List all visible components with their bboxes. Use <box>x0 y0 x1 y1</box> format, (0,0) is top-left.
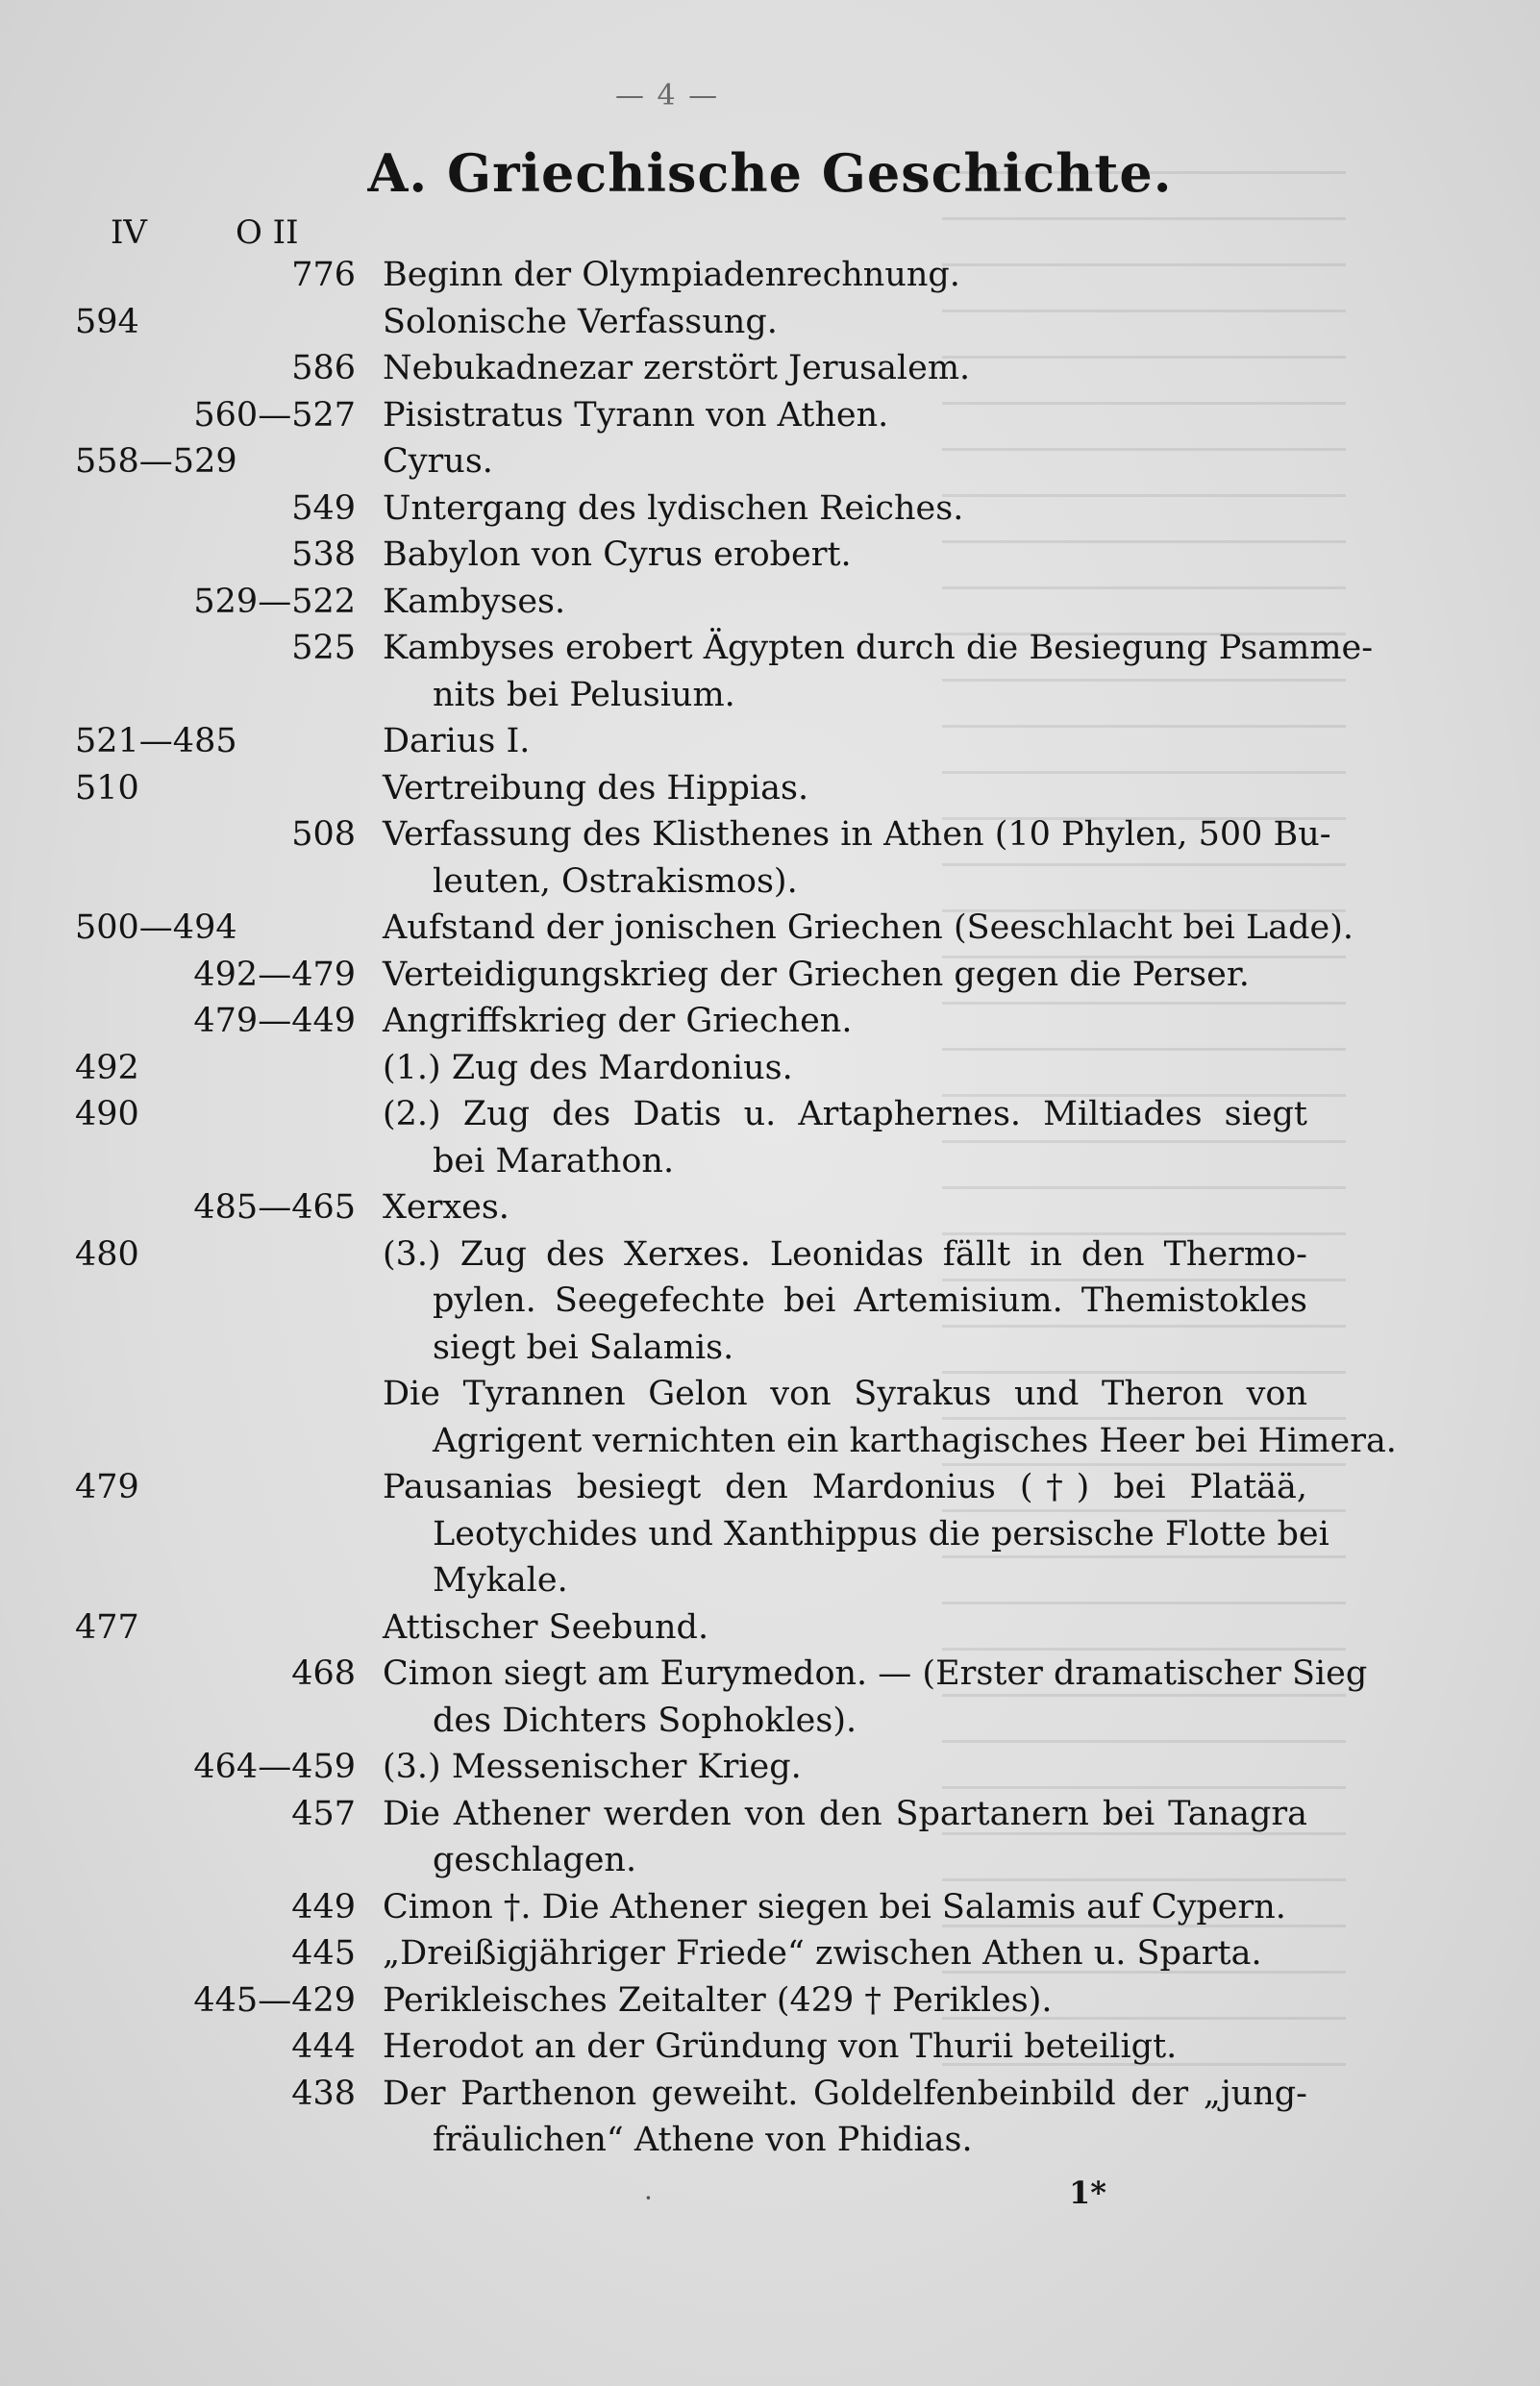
date-column-iv: 521—485 <box>75 722 237 760</box>
chronology-entry <box>0 1791 1540 1884</box>
entry-text-line: Angriffskrieg der Griechen. <box>383 1002 853 1040</box>
entry-text-line: Pausanias besiegt den Mardonius (†) bei Platää, <box>383 1468 1307 1506</box>
entry-text-line: Beginn der Olympiadenrechnung. <box>383 256 960 294</box>
chronology-entry <box>0 811 1540 905</box>
entry-text-line: Babylon von Cyrus erobert. <box>383 535 852 574</box>
entry-text-line: Xerxes. <box>383 1188 509 1227</box>
entry-text-line: Solonische Verfassung. <box>383 302 778 341</box>
chronology-entry <box>0 1884 1540 1931</box>
chronology-entry <box>0 1604 1540 1652</box>
date-column-oii: 560—527 <box>193 395 356 435</box>
entry-text-line: Cyrus. <box>383 442 493 481</box>
entry-text-line: (3.) Zug des Xerxes. Leonidas fällt in den Thermo- <box>383 1234 1307 1274</box>
entry-text-line: Attischer Seebund. <box>383 1607 709 1647</box>
chronology-entry <box>0 1091 1540 1184</box>
entry-text-line: Die Athener werden von den Spartanern bei Tanagra <box>383 1794 1307 1833</box>
chronology-entry <box>0 392 1540 439</box>
date-column-oii: 586 <box>291 349 356 387</box>
entry-text-line: pylen. Seegefechte bei Artemisium. Themistokles <box>433 1281 1307 1320</box>
date-column-oii: 549 <box>291 488 356 528</box>
date-column-iv: 490 <box>75 1095 139 1133</box>
entry-text-line: Der Parthenon geweiht. Goldelfenbeinbild der „jung- <box>383 2074 1307 2113</box>
entry-text-line: fräulichen“ Athene von Phidias. <box>433 2121 973 2159</box>
date-column-oii: 492—479 <box>193 955 356 994</box>
date-column-iv: 479 <box>75 1468 139 1506</box>
entry-text-line: Cimon †. Die Athener siegen bei Salamis auf Cypern. <box>383 1887 1286 1926</box>
entry-text-line: Verfassung des Klisthenes in Athen (10 Phylen, 500 Bu- <box>383 815 1331 854</box>
date-column-iv: 510 <box>75 768 139 808</box>
chronology-entry <box>0 2024 1540 2071</box>
date-column-oii: 457 <box>291 1794 356 1833</box>
column-heading-oii: O II <box>236 213 299 252</box>
entry-text-line: nits bei Pelusium. <box>433 675 735 714</box>
entry-text-line: Untergang des lydischen Reiches. <box>383 488 964 528</box>
date-column-iv: 558—529 <box>75 442 237 481</box>
entry-text-line: siegt bei Salamis. <box>433 1328 734 1367</box>
column-heading-iv: IV <box>111 213 147 252</box>
date-column-iv: 500—494 <box>75 908 237 947</box>
date-column-oii: 776 <box>291 256 356 294</box>
date-column-oii: 508 <box>291 815 356 854</box>
date-column-oii: 538 <box>291 535 356 574</box>
entry-text-line: Agrigent vernichten ein karthagisches Heer bei Himera. <box>433 1421 1397 1460</box>
entry-text-line: (3.) Messenischer Krieg. <box>383 1748 802 1786</box>
date-column-oii: 445 <box>291 1934 356 1973</box>
chronology-entry <box>0 1464 1540 1604</box>
entry-text-line: Aufstand der jonischen Griechen (Seeschlacht bei Lade). <box>383 908 1354 947</box>
signature-mark: 1* <box>1069 2175 1106 2211</box>
entry-text-line: Nebukadnezar zerstört Jerusalem. <box>383 349 971 387</box>
entry-text-line: Die Tyrannen Gelon von Syrakus und Theron von <box>383 1375 1307 1413</box>
entry-text-line: Vertreibung des Hippias. <box>383 768 809 808</box>
chronology-entry <box>0 299 1540 346</box>
chronology-entry <box>0 905 1540 952</box>
date-column-oii: 479—449 <box>193 1002 356 1040</box>
date-column-oii: 529—522 <box>193 582 356 621</box>
entry-text-line: (1.) Zug des Mardonius. <box>383 1048 793 1087</box>
chronology-entry <box>0 1977 1540 2025</box>
chronology-entry <box>0 1184 1540 1231</box>
date-column-oii: 485—465 <box>193 1188 356 1227</box>
chronology-entry <box>0 532 1540 579</box>
date-column-oii: 525 <box>291 629 356 667</box>
entry-text-line: geschlagen. <box>433 1841 637 1879</box>
entry-text-line: des Dichters Sophokles). <box>433 1701 857 1740</box>
stray-mark: · <box>644 2182 653 2214</box>
entry-text-line: Perikleisches Zeitalter (429 † Perikles). <box>383 1980 1053 2020</box>
date-column-oii: 468 <box>291 1654 356 1693</box>
chronology-entry <box>0 718 1540 765</box>
chronology-entry <box>0 765 1540 812</box>
entry-text-line: Cimon siegt am Eurymedon. — (Erster dramatischer Sieg <box>383 1654 1368 1693</box>
chronology-entry <box>0 1231 1540 1372</box>
date-column-oii: 449 <box>291 1887 356 1926</box>
chronology-entry <box>0 1651 1540 1744</box>
entry-text-line: bei Marathon. <box>433 1141 675 1181</box>
date-column-oii: 444 <box>291 2027 356 2066</box>
entry-text-line: Darius I. <box>383 722 531 760</box>
page-number-header: — 4 — <box>615 79 720 112</box>
entry-text-line: leuten, Ostrakismos). <box>433 861 798 901</box>
chronology-entry <box>0 625 1540 718</box>
entry-text-line: Leotychides und Xanthippus die persische Flotte bei <box>433 1514 1329 1553</box>
chronology-entry <box>0 2071 1540 2164</box>
entry-text-line: Herodot an der Gründung von Thurii beteiligt. <box>383 2027 1178 2066</box>
entry-text-line: Kambyses erobert Ägypten durch die Besiegung Psamme- <box>383 629 1374 667</box>
date-column-iv: 594 <box>75 302 139 341</box>
entry-text-line: Kambyses. <box>383 582 566 621</box>
chronology-entry <box>0 252 1540 299</box>
chronology-entry <box>0 1744 1540 1791</box>
chronology-entry <box>0 345 1540 392</box>
date-column-iv: 477 <box>75 1607 139 1647</box>
chronology-entry <box>0 1045 1540 1092</box>
date-column-oii: 464—459 <box>193 1748 356 1786</box>
chronology-entry <box>0 1371 1540 1464</box>
date-column-oii: 445—429 <box>193 1980 356 2020</box>
chronology-entry <box>0 438 1540 485</box>
chronology-entry <box>0 952 1540 999</box>
date-column-iv: 480 <box>75 1234 139 1274</box>
entry-text-line: Verteidigungskrieg der Griechen gegen die Perser. <box>383 955 1250 994</box>
entry-text-line: „Dreißigjähriger Friede“ zwischen Athen u. Sparta. <box>383 1934 1262 1973</box>
chronology-entry <box>0 998 1540 1045</box>
chronology-entry <box>0 579 1540 626</box>
date-column-oii: 438 <box>291 2074 356 2113</box>
entry-text-line: Mykale. <box>433 1561 568 1600</box>
chronology-entry <box>0 1930 1540 1977</box>
entry-text-line: Pisistratus Tyrann von Athen. <box>383 395 889 435</box>
entry-text-line: (2.) Zug des Datis u. Artaphernes. Miltiades siegt <box>383 1095 1307 1133</box>
page-title: A. Griechische Geschichte. <box>367 142 1173 204</box>
chronology-entry <box>0 485 1540 533</box>
date-column-iv: 492 <box>75 1048 139 1087</box>
